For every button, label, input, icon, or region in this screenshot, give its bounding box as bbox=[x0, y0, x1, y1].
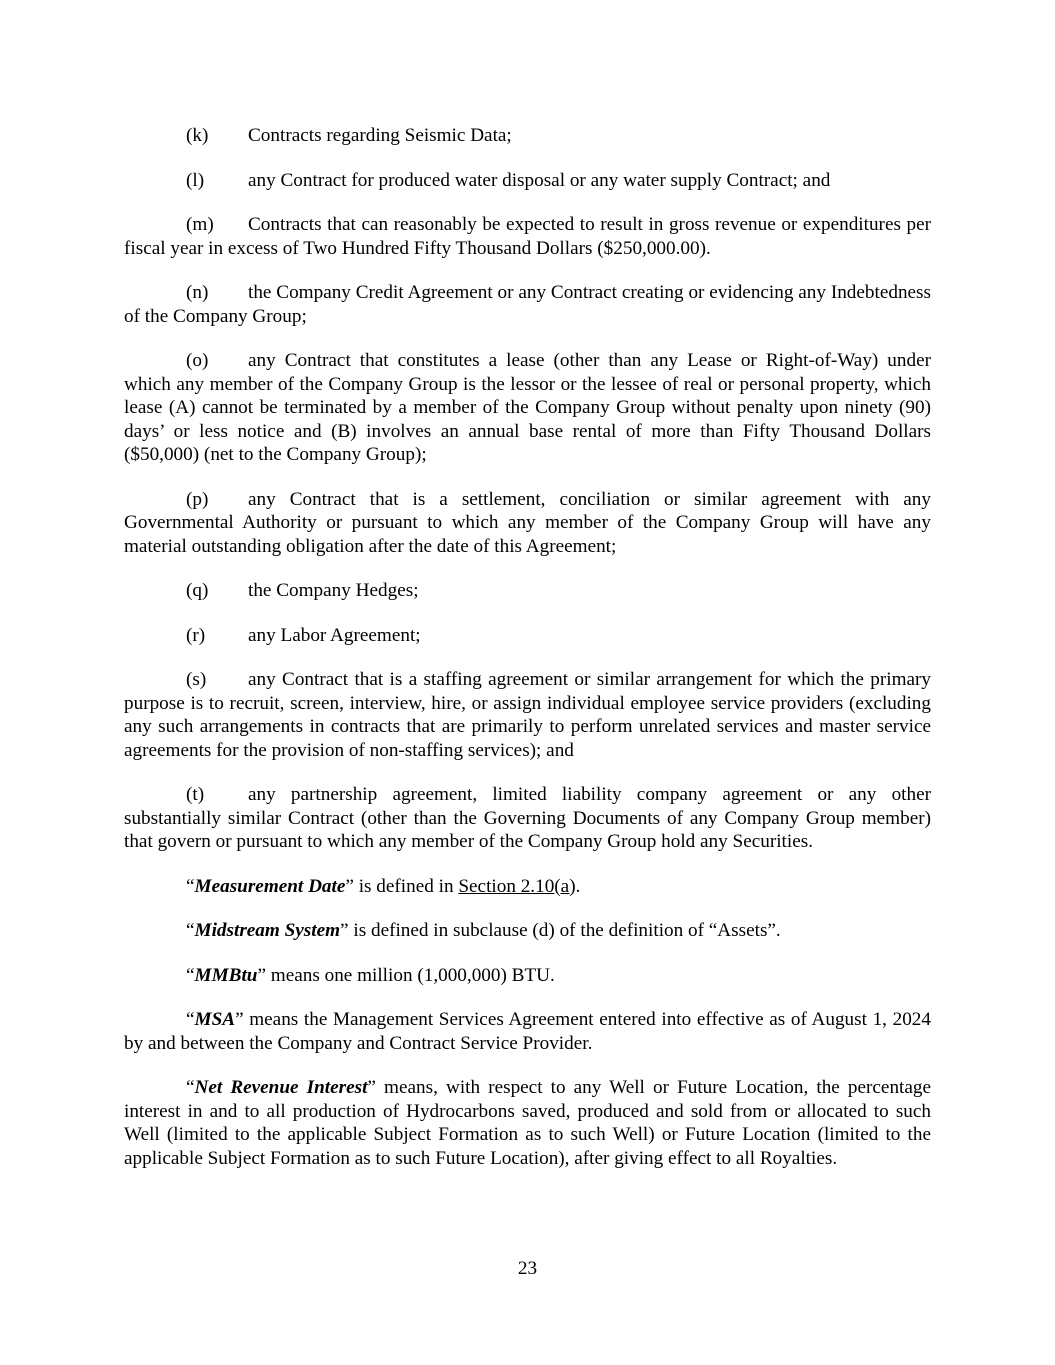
open-quote: “ bbox=[186, 920, 195, 941]
list-item-text: any Contract that is a settlement, conciliation or similar agreement with any Governmental Authority or pursuant to which any member of the Company Group will have any material outstanding obligation after the date of this Agreement; bbox=[124, 488, 931, 557]
close-quote: ” bbox=[367, 1077, 376, 1098]
definition-net-revenue-interest bbox=[124, 1076, 931, 1170]
list-item-r bbox=[124, 624, 931, 648]
list-item-label: (l) bbox=[186, 169, 205, 191]
list-item-o bbox=[124, 349, 931, 467]
list-item-label: (r) bbox=[186, 624, 206, 646]
list-item-text: any Contract that is a staffing agreement or similar arrangement for which the primary purpose is to recruit, screen, interview, hire, or assign individual employee service providers (excluding any such arrangements in contracts that are primarily to perform unrelated services and master service agreements for the provision of non-staffing services); and bbox=[124, 669, 931, 761]
list-item-text: the Company Hedges; bbox=[248, 580, 419, 601]
list-item-label: (m) bbox=[186, 214, 214, 235]
list-item-text: any Contract that constitutes a lease (other than any Lease or Right-of-Way) under which any member of the Company Group is the lessor or the lessee of real or personal property, which lease (A) cannot be terminated by a member of the Company Group without penalty upon ninety (90) days’ or less notice and (B) involves an annual base rental of more than Fifty Thousand Dollars ($50,000) (net to the Company Group); bbox=[124, 350, 931, 465]
defined-term: MSA bbox=[194, 1009, 236, 1030]
section-reference-link[interactable]: Section 2.10(a) bbox=[458, 875, 576, 897]
open-quote: “ bbox=[186, 964, 195, 986]
list-item-text: Contracts regarding Seismic Data; bbox=[248, 125, 512, 146]
list-item-t bbox=[124, 783, 931, 854]
list-item-q bbox=[124, 579, 931, 603]
close-quote: ” bbox=[235, 1009, 244, 1030]
list-item-text: any Labor Agreement; bbox=[248, 624, 421, 646]
close-quote: ” bbox=[257, 964, 266, 986]
list-item-label: (p) bbox=[186, 488, 209, 510]
defined-term: MMBtu bbox=[194, 964, 258, 986]
open-quote: “ bbox=[186, 1009, 195, 1030]
list-item-label: (n) bbox=[186, 282, 209, 303]
definition-text: means the Management Services Agreement entered into effective as of August 1, 2024 by and between the Company and Contract Service Provider. bbox=[124, 1009, 931, 1054]
definition-text: means, with respect to any Well or Future Location, the percentage interest in and to all production of Hydrocarbons saved, produced and sold from or allocated to such Well (limited to the applicable Subject Formation as to such Well) or Future Location (limited to the applicable Subject Formation as to such Future Location), after giving effect to all Royalties. bbox=[124, 1077, 931, 1169]
list-item-label: (o) bbox=[186, 350, 209, 371]
list-item-p bbox=[124, 488, 931, 559]
definition-mmbtu bbox=[124, 964, 931, 988]
list-item-label: (q) bbox=[186, 580, 209, 601]
list-item-label: (k) bbox=[186, 125, 209, 146]
list-item-text: any partnership agreement, limited liability company agreement or any other substantially similar Contract (other than the Governing Documents of any Company Group member) that govern or pursuant to which any member of the Company Group hold any Securities. bbox=[124, 784, 931, 852]
definition-msa bbox=[124, 1008, 931, 1055]
defined-term: Net Revenue Interest bbox=[194, 1077, 368, 1098]
defined-term: Measurement Date bbox=[194, 875, 346, 897]
list-item-text: any Contract for produced water disposal or any water supply Contract; and bbox=[248, 169, 831, 191]
list-item-l bbox=[124, 169, 931, 193]
list-item-label: (t) bbox=[186, 784, 205, 805]
list-item-n bbox=[124, 281, 931, 328]
close-quote: ” bbox=[345, 875, 354, 897]
list-item-text: Contracts that can reasonably be expected to result in gross revenue or expenditures per fiscal year in excess of Two Hundred Fifty Thousand Dollars ($250,000.00). bbox=[124, 214, 931, 259]
list-item-label: (s) bbox=[186, 669, 207, 690]
page-body bbox=[124, 124, 931, 1170]
list-item-s bbox=[124, 668, 931, 762]
list-item-m bbox=[124, 213, 931, 260]
page-number: 23 bbox=[517, 1258, 538, 1279]
list-item-k bbox=[124, 124, 931, 148]
definition-midstream-system bbox=[124, 919, 931, 943]
open-quote: “ bbox=[186, 1077, 195, 1098]
definition-measurement-date bbox=[124, 875, 931, 899]
definition-text: is defined in bbox=[353, 875, 459, 897]
definition-text: is defined in subclause (d) of the definition of “Assets”. bbox=[348, 920, 781, 941]
close-quote: ” bbox=[340, 920, 349, 941]
defined-term: Midstream System bbox=[194, 920, 341, 941]
list-item-text: the Company Credit Agreement or any Contract creating or evidencing any Indebtedness of the Company Group; bbox=[124, 282, 931, 327]
definition-text-end: . bbox=[575, 875, 581, 897]
open-quote: “ bbox=[186, 875, 195, 897]
definition-text: means one million (1,000,000) BTU. bbox=[265, 964, 555, 986]
